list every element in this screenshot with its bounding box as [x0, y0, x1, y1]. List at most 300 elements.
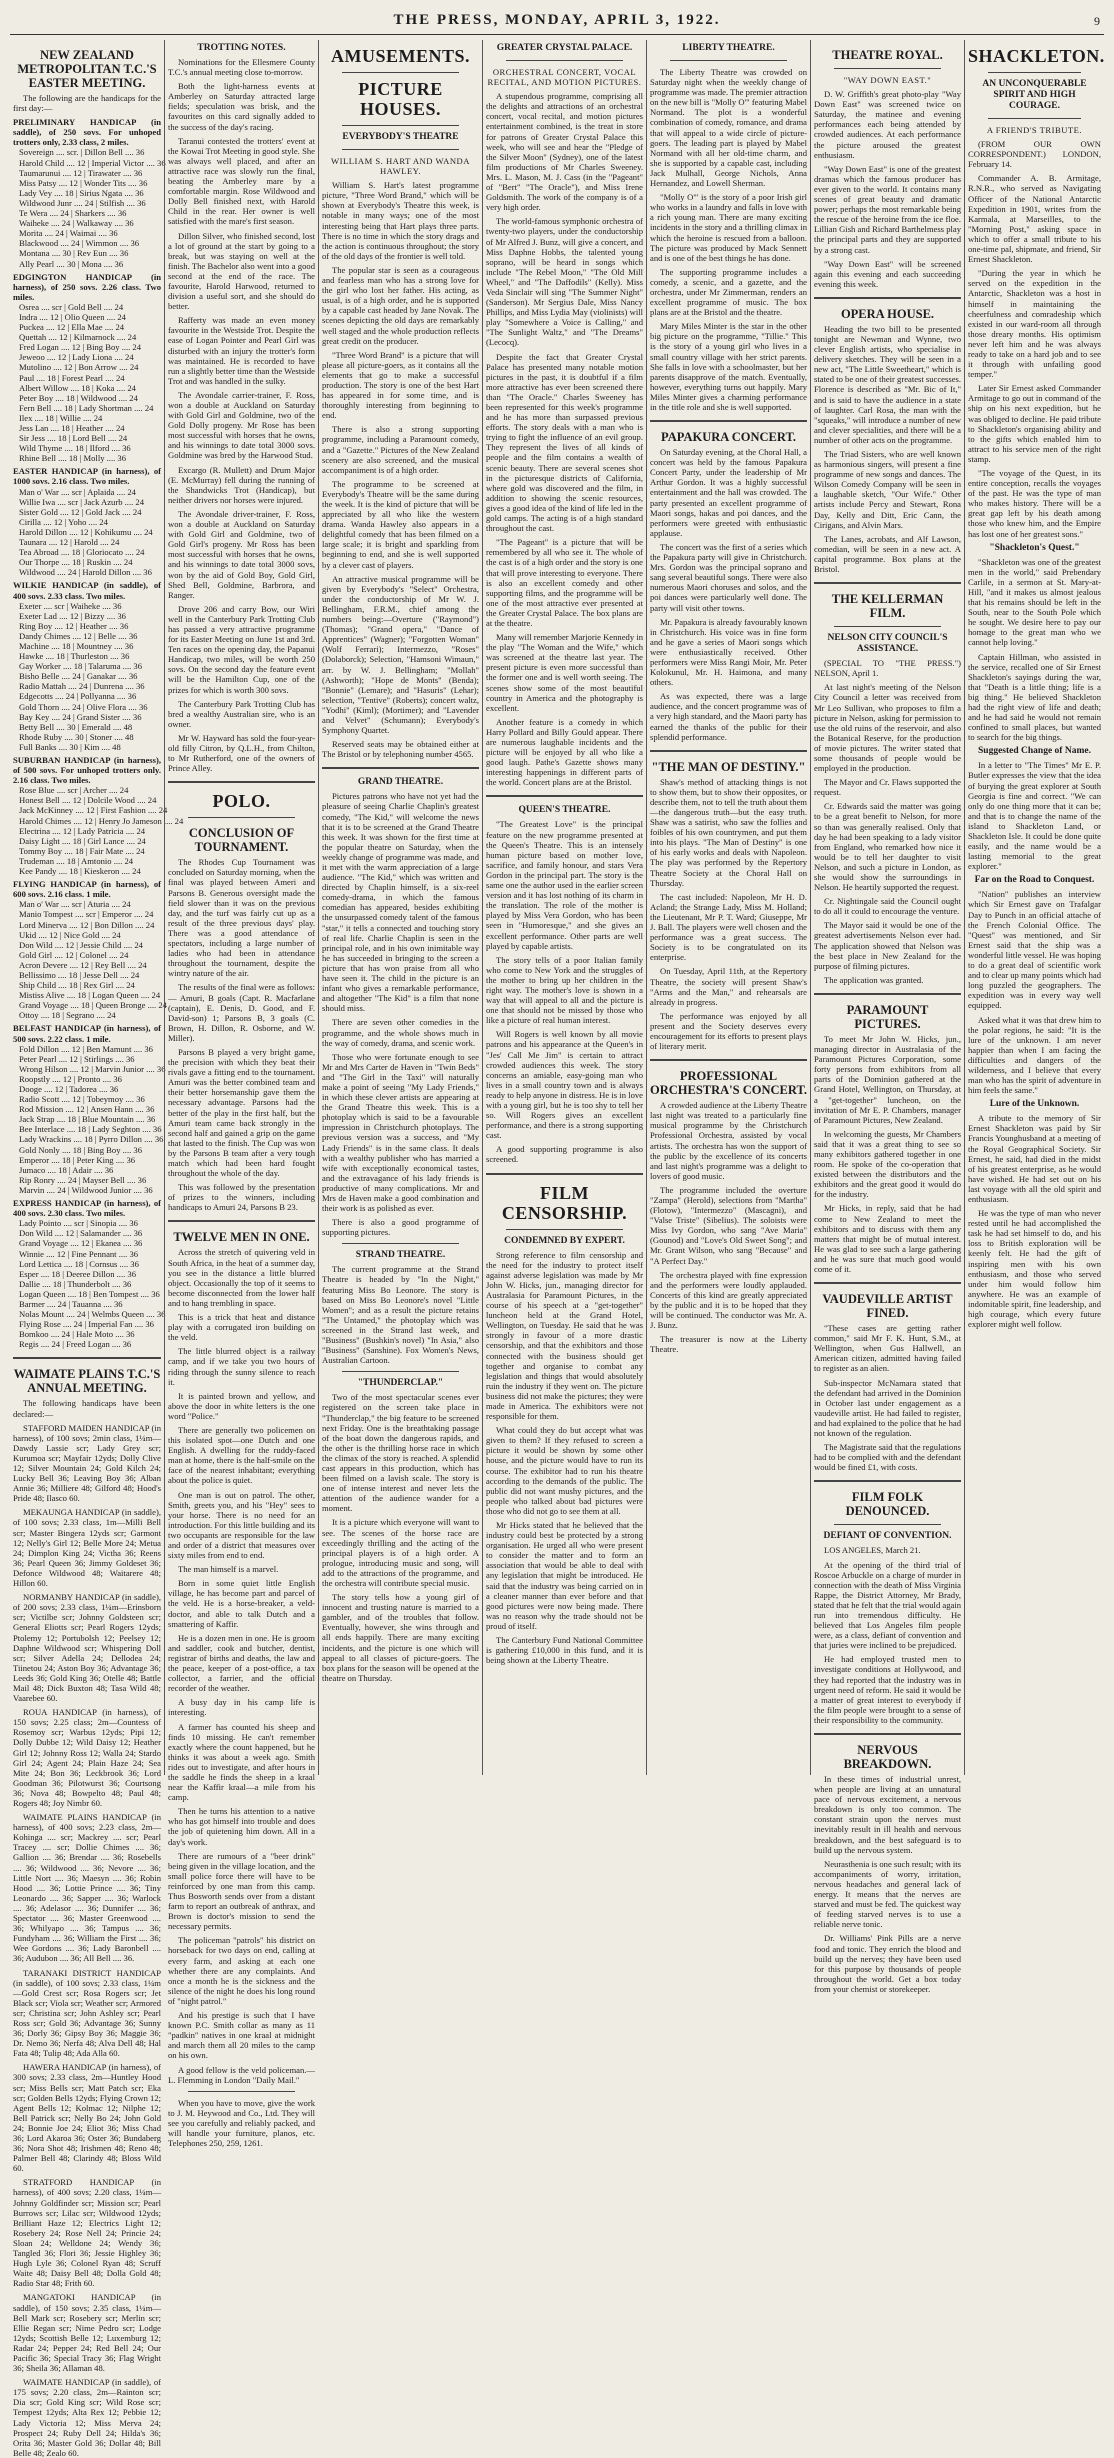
paragraph: There are generally two policemen on this isolated spot—one Dutch and one English. A dwelling for the ruddy-faced man at home, there is the half-smile on the face of the nearest inhabitant; everything about the police is quiet.: [168, 1424, 315, 1486]
list-item: Paul .... 18 | Forest Pearl .... 24: [19, 372, 125, 383]
list-item: Trudeman .... 18 | Amtonio .... 24: [19, 855, 134, 866]
list-item: Jack Strap .... 18 | Blue Mountain .... 36: [19, 1114, 156, 1125]
divider: [506, 1229, 623, 1230]
list-item: Miss Patsy .... 12 | Wonder Tits .... 36: [19, 177, 148, 188]
headline: WILLIAM S. HART AND WANDA HAWLEY.: [331, 156, 470, 177]
list-item: Bee Interlace .... 18 | Lady Seghton .... 36: [19, 1124, 162, 1135]
list-item: Kee Pandy .... 18 | Kieskeron .... 24: [19, 866, 141, 877]
paragraph: (SPECIAL TO "THE PRESS.") NELSON, April 1.: [814, 658, 961, 679]
paragraph: Mr Hicks stated that he believed that the industry could best be protected by a strong organisation. He urged all who were present to consider the matter and to form an association that would be able to deal with any legislation that might be introduced. He said that the industry was being carried on in a cleaner manner than ever before and that good pictures were now being made. There was no reason why the trade should not be proud of itself.: [486, 1520, 643, 1631]
divider: [342, 149, 459, 150]
list-item: Regis .... 24 | Freed Logan .... 36: [19, 1339, 132, 1350]
event-heading: FLYING HANDICAP (in harness), of 600 sovs. 2.16 class. 1 mile.: [13, 879, 161, 900]
paragraph: "Way Down East" will be screened again this evening and each succeeding evening this week.: [814, 258, 961, 289]
headline: A FRIEND'S TRIBUTE.: [986, 125, 1083, 135]
list-item: Harold Child .... 12 | Imperial Victor .... 36: [19, 157, 166, 168]
paragraph: "Shackleton was one of the greatest men in the world," said Prebendary Carlile, in a sermon at St. Mary-at-Hill, "and it makes us almost jealous that his remains should be left in the South, near to the South Pole which he sought. We desire here to pay our homage to the great man who we cannot help loving.": [968, 556, 1101, 648]
list-item: Te Wera .... 24 | Sharkers .... 36: [19, 208, 127, 219]
paragraph: Commander A. B. Armitage, R.N.R., who served as Navigating Officer of the National Antarctic Expedition in 1901, writes from the Karmala, at Marseilles, to the "Morning Post," asking space in which to offer a small tribute to his one-time pal, shipmate, and friend, Sir Ernest Shackleton.: [968, 173, 1101, 265]
paragraph: Will Rogers is well known by all movie patrons and his appearance at the Queen's in "Jes' Call Me Jim" is certain to attract crowded audiences this week. The story concerns an amiable, easy-going man who lives in a small country town and is always ready to help anyone in distress. He is in love with a young girl, but he is too shy to tell her so. Will Rogers gives an excellent performance, and there is a strong supporting cast.: [486, 1029, 643, 1141]
paragraph: As was expected, there was a large audience, and the concert programme was of a very high standard, and the Maori party has earned the thanks of the public for their splendid performance.: [650, 691, 807, 742]
list-item: Quettah .... 12 | Kilmarnock .... 24: [19, 332, 137, 343]
list-item: Exeter .... scr | Waiheke .... 36: [19, 600, 122, 611]
divider: [834, 626, 941, 627]
headline: CONDEMNED BY EXPERT.: [504, 1235, 625, 1246]
paragraph: Captain Hillman, who assisted in the service, recalled one of Sir Ernest Shackleton's sayings during the war, that "Death is a little thing; life is a big thing." He believed Shackleton had the right view of life and death; and he had said he would not remain confined to small places, but wanted to search for the big things.: [968, 651, 1101, 743]
list-item: Roopstly .... 12 | Pronto .... 36: [19, 1073, 122, 1084]
paragraph: The world-famous symphonic orchestra of twenty-two players, under the conductorship of Mr Alfred J. Bunz, will give a concert, and Miss Daphne Hobbs, the talented young soprano, will be heard in songs which include "The Rebel Moon," "The Old Mill Wheel," and "The Daffodils" (Kelly). Miss Veda Sinclair will sing "The Summer Night" (Sanderson). Mr Sergius Dale, Miss Nancy Phillips, and Miss Lydia May (violinists) will play "Somewhere a Voice is Calling," and "The Sunlight Waltz," and "The Dreams" (Lecocq).: [486, 216, 643, 348]
headline: NERVOUS BREAKDOWN.: [843, 1743, 932, 1771]
divider: [168, 1220, 315, 1222]
divider: [486, 795, 643, 797]
list-item: Cirilla .... 12 | Yoho .... 24: [19, 516, 108, 527]
list-item: Sir Jess .... 18 | Lord Bell .... 24: [19, 433, 128, 444]
paragraph: LOS ANGELES, March 21.: [824, 1545, 921, 1556]
paragraph: Those who were fortunate enough to see Mr and Mrs Carter de Haven in "Twin Beds" and "The Girl in the Taxi" will naturally make a point of seeing "My Lady Friends," in which these clever artists are appearing at the Grand Theatre this week. This is a photoplay which is said to be a favourable impression in Christchurch photoplays. The previous version was a success, and "My Lady Friends" is in the same class. It deals with a wealthy publisher who has married a wife with exceptionally economical tastes, and the extravagance of his lady friends is productive of many complications. Mr and Mrs de Haven make a good combination and their work is as polished as ever.: [322, 1051, 479, 1214]
paragraph: Pictures patrons who have not yet had the pleasure of seeing Charlie Chaplin's greatest comedy, "The Kid," will welcome the news that it is to be screened at the Grand Theatre this week. It was shown for the first time at the popular theatre on Saturday, when the weekly change of programme was made, and it met with the warm appreciation of a large audience. "The Kid," which was written and directed by Chaplin himself, is a six-reel comedy-drama, in which the famous comedian has appeared, besides exhibiting the unsurpassed comedy talent of the famous "star," it tells a connected and touching story of real life. Charlie Chaplin is seen in the principal role, and in his own inimitable way he has succeeded in bringing to the screen a picture that has won praise from all who have seen it. The child in the picture is an infant who gives a remarkable performance, and altogether "The Kid" is a film that none should miss.: [322, 791, 479, 1014]
paragraph: The Triad Sisters, who are well known as harmonious singers, will present a fine programme of new songs and dances. The Wilson Comedy Company will be seen in a laughable sketch, "Our Wife." Other artists include Percy and Stewart, Rona Day, Kelly and Ditt, Eric Cann, the Cirigans, and Alvin Mars.: [814, 449, 961, 530]
list-item: Morita .... 24 | Waimai .... 36: [19, 228, 118, 239]
list-item: Montana .... 30 | Rev Eun .... 36: [19, 248, 129, 259]
paragraph: Dr. Williams' Pink Pills are a nerve food and tonic. They enrich the blood and build up the nerves; they have been used for this purpose by thousands of people throughout the world. Get a box today from your chemist or storekeeper.: [814, 1933, 961, 1994]
paragraph: The Avondale driver-trainer, F. Ross, won a double at Auckland on Saturday with Gold Girl and Goldmine, two of Gold Girl's progeny. Mr Ross has been most successful with horses that he owns, and his winnings to date total 3000 sovs, won by the aid of Gold Boy, Gold Girl, Shed Bell, Goldmine, Barbrora, and Ranger.: [168, 508, 315, 600]
paragraph: The supporting programme includes a comedy, a scenic, and a gazette, and the orchestra, under Mr Zimmerman, renders an excellent programme of music. The box plans are at the Bristol and the theatre.: [650, 266, 807, 318]
list-item: Tea Abroad .... 18 | Gloriocato .... 24: [19, 547, 145, 558]
list-item: Radio Scott .... 12 | Tobeymoy .... 36: [19, 1094, 145, 1105]
divider: [188, 2091, 295, 2092]
divider: [814, 1480, 961, 1482]
list-item: Machine .... 18 | Mountney .... 36: [19, 640, 134, 651]
list-item: Harold Chimes .... 12 | Henry Jo Jameson .... 24: [19, 815, 184, 826]
paragraph: "The voyage of the Quest, in its entire conception, recalls the voyages of the past. He was the type of man who makes history. There will be a great gap left by his death among those who knew him, and the Empire has lost one of her greatest sons.": [968, 468, 1101, 539]
list-item: Rose Blue .... scr | Archer .... 24: [19, 785, 129, 796]
divider: [342, 1371, 459, 1372]
paragraph: It is painted brown and yellow, and above the door in white letters is the one word "Police.": [168, 1390, 315, 1421]
list-item: Lady Pointo .... scr | Sinopia .... 36: [19, 1218, 138, 1229]
headline: PAPAKURA CONCERT.: [661, 430, 796, 445]
column-liberty-theatre: [646, 40, 810, 1775]
paragraph: Despite the fact that Greater Crystal Palace has presented many notable motion pictures in the past, it is doubtful if a film more attractive has ever been screened there than "The Oracle." Charles Sweeney has been represented for this week's programme and he has more than surpassed previous efforts. The story deals with a man who is trying to fight the influence of an evil group. They represent the lives of all kinds of people and the film contains a wealth of scenic beauty. There are several scenes shot in the picturesque districts of California, where gold was discovered and the film, in addition to showing the scenic resources, gives a good idea of the kind of life led in the gold camps. The acting is of a high standard throughout the cast.: [486, 351, 643, 534]
divider: [650, 420, 807, 422]
list-item: Sovereign .... scr. | Dillon Bell .... 36: [19, 147, 145, 158]
paragraph: The orchestra played with fine expression and the performers were loudly applauded. Concerts of this kind are greatly appreciated by the public and it is to be hoped that they will be continued. The conductor was Mr. A. J. Bunz.: [650, 1269, 807, 1331]
paragraph: In these times of industrial unrest, when people are living at an unnatural pace of nervous excitement, a nervous breakdown is only too common. The constant strain upon the nerves must inevitably result in ill health and nervous breakdown, and the best safeguard is to build up the nervous system.: [814, 1774, 961, 1855]
entry-list: [13, 601, 161, 752]
list-item: Puckea .... 12 | Ella Mae .... 24: [19, 322, 125, 333]
paragraph: The performance was enjoyed by all present and the Society deserves every encouragement for its efforts to present plays of literary merit.: [650, 1010, 807, 1052]
headline: ORCHESTRAL CONCERT, VOCAL RECITAL, AND MOTION PICTURES.: [487, 67, 642, 88]
paragraph: At the opening of the third trial of Roscoe Arbuckle on a charge of murder in connection with the death of Miss Virginia Rappe, the District Attorney, Mr Brady, stated that he felt that the trial would again run into tremendous difficulty. He believed that Los Angeles film people were, as a class, defiant of convention and that juries were inclined to be prejudiced.: [814, 1559, 962, 1651]
event-block: [13, 755, 161, 785]
paragraph: The application was granted.: [824, 974, 924, 985]
list-item: Peter Boy .... 18 | Wildwood .... 24: [19, 392, 138, 403]
paragraph: Taranui contested the trotters' event at the Kowai Trot Meeting in good style. She was always well placed, and after an attractive race was slowly run the final, beating the Amberley mare by a comfortable margin. Rose Wildwood and Dolly Bell finished next, with Harold Child in the rear. Her owner is well satisfied with the mare's first season.: [168, 135, 315, 227]
event-heading: EDGINGTON HANDICAP (in harness), of 250 sovs. 2.26 class. Two miles.: [13, 271, 161, 302]
list-item: Bisho Belle .... 24 | Ganakar .... 36: [19, 671, 138, 682]
event-heading: EASTER HANDICAP (in harness), of 1000 sovs. 2.16 class. Two miles.: [13, 466, 161, 487]
column-trotting-polo: [164, 40, 318, 2149]
list-item: Osrea .... scr | Gold Bell .... 24: [19, 301, 124, 312]
list-item: Jack McKinney .... 12 | First Fashion .... 24: [19, 805, 168, 816]
list-item: Gay Worker .... 18 | Talaruma .... 36: [19, 661, 143, 672]
event-heading: EXPRESS HANDICAP (in harness), of 400 sovs. 2.30 class. Two miles.: [13, 1198, 161, 1219]
paragraph: On Tuesday, April 11th, at the Repertory Theatre, the society will present Shaw's "Arms and the Man," and rehearsals are already in progress.: [650, 966, 807, 1007]
paragraph: The story tells how a young girl of innocent and trusting nature is married to a gambler, and of the troubles that follow. Eventually, however, she wins through and all ends happily. There are many exciting incidents, and the picture is one which will appeal to all classes of picture-goers. The box plans for the season will be opened at the theatre on Thursday.: [322, 1592, 479, 1683]
paragraph: At last night's meeting of the Nelson City Council a letter was received from Mr Leo Sullivan, who proposes to film a picture in Nelson, asking for permission to use the old ruins of the reservoir, and also the Botanical Reserve, for the production of movie pictures. The writer stated that some thousands of people would be employed in the production.: [814, 682, 961, 774]
divider: [814, 297, 961, 299]
paragraph: The programme included the overture "Zampa" (Herold), selections from "Martha" (Flotow), "Intermezzo" (Mascagni), and "Valse Triste" (Sibelius). The soloists were Miss Ivy Gordon, who sang "Ave Maria" (Gounod) and "Love's Old Sweet Song"; and Mr. Grant Wilson, who sang "Because" and "A Perfect Day.": [650, 1184, 807, 1266]
paragraph: Another feature is a comedy in which Harry Pollard and Billy Gould appear. There are numerous laughable incidents and the picture will be enjoyed by all who like a good laugh. Pathe's Gazette shows many interesting happenings in different parts of the world. Concert plans are at the Bristol.: [486, 716, 643, 788]
headline: CONCLUSION OF TOURNAMENT.: [188, 826, 295, 855]
masthead: [10, 12, 1104, 35]
event-heading: PRELIMINARY HANDICAP (in saddle), of 250 sovs. For unhoped trotters only, 2.33 class, 2 miles.: [13, 117, 161, 148]
entry-list: [13, 487, 161, 578]
list-item: Don Wild .... 12 | Salamander .... 36: [19, 1228, 143, 1239]
paragraph: Sub-inspector McNamara stated that the defendant had arrived in the Dominion in October last under engagement as a vaudeville artist. He had failed to register, and had explained to the police that he had not known of the regulation.: [814, 1377, 961, 1439]
paragraph: The current programme at the Strand Theatre is headed by "In the Night," featuring Miss Bo Leonore. The story is based on Miss Bo Leonore's novel "Little Women"; and as a result the picture retains "The Untamed," the photoplay which was screened in the Strand last week, and "Business" (Bushkin's novel) "In Asia," also "Business" (Sanshine). Fox Women's News, Australian Cartoon.: [322, 1264, 479, 1366]
divider: [188, 817, 295, 818]
list-item: Barmer .... 24 | Tauanna .... 36: [19, 1298, 123, 1309]
column-shackleton: [964, 40, 1104, 1775]
paragraph: There is also a strong supporting programme, including a Paramount comedy, and a "Gazette." Pictures of the New Zealand scenery are also screened, and the musical accompaniment is of a high order.: [322, 424, 479, 475]
headline: FILM FOLK DENOUNCED.: [845, 1490, 930, 1519]
paragraph: Born in some quiet little English village, he has become part and parcel of the veld. He is a horse-breaker, a veld-doctor, and able to talk Dutch and a smattering of Kaffir.: [168, 1578, 315, 1629]
list-item: Rip Ronry .... 24 | Mayser Bell .... 36: [19, 1174, 147, 1185]
paragraph: This was followed by the presentation of prizes to the winners, including handicaps to Amuri 24, Parsons B 23.: [168, 1182, 315, 1213]
column-amusements: [318, 40, 482, 1775]
list-item: Marvin .... 24 | Wildwood Junior .... 36: [19, 1184, 153, 1195]
list-item: Bay Key .... 24 | Grand Sister .... 36: [19, 711, 142, 722]
divider: [670, 60, 787, 61]
event-block: [13, 272, 161, 302]
paragraph: Cr. Nightingale said the Council ought to do all it could to encourage the venture.: [814, 896, 961, 917]
divider: [342, 72, 459, 73]
headline: GRAND THEATRE.: [357, 777, 444, 788]
list-item: Fold Dillon .... 12 | Ben Mamunt .... 36: [19, 1043, 153, 1054]
paragraph: A busy day in his camp life is interesting.: [168, 1697, 315, 1718]
list-item: Sister Gold .... 12 | Gold Jack .... 24: [19, 506, 142, 517]
paragraph: A good fellow is the veld policeman.— L. Flemming in London "Daily Mail.": [168, 2064, 315, 2085]
list-item: Ring Boy .... 12 | Heather .... 36: [19, 620, 129, 631]
list-item: Dandy Chimes .... 12 | Belle .... 36: [19, 630, 138, 641]
divider: [322, 767, 479, 769]
paragraph: Parsons B played a very bright game, the precision with which they beat their rivals gave a fitting end to the tournament. Amuri was the better combined team and their better horsemanship gave them the necessary advantage. Parsons had the better of the play in the first half, but the Amuri team came back strongly in the second half and gained a grip on the game that lasted to the finish. The Cup was won by the Parsons B team after a very tough match which had been hard fought throughout the whole of the day.: [168, 1046, 315, 1179]
paragraph: "These cases are getting rather common," said Mr F. K. Hunt, S.M., at Wellington, when Gus Hallwell, an American citizen, admitted having failed to register as an alien.: [814, 1323, 961, 1374]
entry-list: [13, 302, 161, 464]
list-item: Hawke .... 18 | Thurleston .... 36: [19, 651, 130, 662]
list-item: Rod Mission .... 12 | Ansen Hann .... 36: [19, 1104, 155, 1115]
list-item: Daisy Light .... 18 | Girl Lance .... 24: [19, 835, 146, 846]
list-item: Mistiss Alive .... 18 | Logan Queen .... 24: [19, 990, 161, 1001]
paragraph: The Magistrate said that the regulations had to be complied with and the defendant would be fined £1, with costs.: [814, 1442, 961, 1473]
paragraph: MANGATOKI HANDICAP (in saddle), of 150 sovs; 2.35 class, 1¼m—Bell Mark scr; Rosebery scr; Merlin scr; Ellie Regan scr; Nime Pedro scr; Lodge 12yds; Scottish Belle 12; Luxemburg 12; Radar 24; Pepper 24; Red Bell 24; Our Pacific 36; Special Tracy 36; Flag Wright 36; Sheila 36; Allaman 48.: [13, 2292, 161, 2374]
list-item: Lord Minerva .... 12 | Bon Dillon .... 24: [19, 919, 155, 930]
paragraph: Later Sir Ernest asked Commander Armitage to go out in command of the ship on his next expedition, but he was obliged to decline. He paid tribute to Shackleton's organising ability and to the gifts which enabled him to attract to his service men of the right stamp.: [968, 383, 1101, 464]
paragraph: He had employed trusted men to investigate conditions at Hollywood, and they had reported that the industry was in urgent need of reform. He said it would be a matter of great interest to everybody if the film people were brought to a sense of their responsibility to the community.: [814, 1654, 961, 1725]
headline: TWELVE MEN IN ONE.: [173, 1230, 310, 1245]
paragraph: HAWERA HANDICAP (in harness), of 300 sovs; 2.33 class, 2m—Huntley Hood scr; Miss Bells scr; Matt Patch scr; Eka scr; Golden Bells 12yds; Flying Crown 12; Agent Bells 12; Kolmac 12; Nilphe 12; Bell Patrick scr; Nelly Bo 24; John Gold 24; Bonnie Joe 24; Eliot 36; Miss Chad 36; Lord Akaroa 36; Oster 36; Bundaberg 36; Nora Shot 48; Irishmen 48; Reno 48; Palmer Bell 48; Clarindy 48; Bloss Wild 60.: [13, 2062, 162, 2174]
headline: SHACKLETON.: [968, 46, 1105, 66]
paragraph: The Avondale carrier-trainer, F. Ross, won a double at Auckland on Saturday with Gold Girl and Goldmine, two of the Gold Dolly progeny. Mr Rose has been most successful with horses that he owns, and his winnings to date total 3000 sovs. Goldmine was bred by the Harwood Stud.: [168, 389, 315, 461]
paragraph: Mr W. Hayward has sold the four-year-old filly Citron, by Q.L.H., from Chilton, to Mr Rutherford, one of the owners of Prince Alley.: [168, 732, 315, 774]
paragraph: What could they do but accept what was given to them? If they refused to screen a picture it would be shown by some other house, and the picture would have to run its course. The exhibitor had to run his theatre according to the demands of the public. The public did not want mushy pictures, and the people who talked about bad pictures were those who did not go to see them at all.: [486, 1425, 643, 1516]
paragraph: The Lanes, acrobats, and Alf Lawson, comedian, will be seen in a new act. A capital programme. Box plans at the Bristol.: [814, 533, 961, 575]
paragraph: To meet Mr John W. Hicks, jun., managing director in Australasia of the Paramount Pictures Corporation, some forty persons from exhibitors from all parts of the Dominion gathered at the Grand Hotel, Wellington, on Thursday, at a "get-together" luncheon, on the invitation of Mr E. P. Chambers, manager of Paramount Pictures, New Zealand.: [814, 1033, 961, 1125]
paragraph: WAIMATE PLAINS HANDICAP (in harness), of 400 sovs; 2.23 class, 2m—Kohinga .... scr; Mackrey .... scr; Pearl Tracey .... scr; Dollie Chimes .... 36; Gallion .... 36; Brendar .... 36; Rosebells .... 36; Wildwood .... 36; Nevore .... 36; Little Nort .... 36; Maesyn .... 36; Robin Hood .... 36; Lottie Prince .... 36; Tiny Leonardo .... 36; Sapper .... 36; Warlock .... 36; Adelasor .... 36; Dunnifer .... 36; Spectator .... 36; Master Greenwood .... 36; Whilyapo .... 36; Tampus .... 36; Fundyham .... 36; William the First .... 36; Wee Gordons .... 36; Lady Baronbell .... 36; Audubon .... 36; All Bell .... 36.: [13, 1812, 161, 1964]
list-item: Peter Pearl .... 12 | Stirlings .... 36: [19, 1053, 135, 1064]
list-item: Gold Thorn .... 24 | Olive Flora .... 36: [19, 701, 148, 712]
list-item: Wildwood Junr .... 24 | Stilfish .... 36: [19, 197, 146, 208]
headline: QUEEN'S THEATRE.: [518, 805, 611, 816]
paragraph: Mr Hicks, in reply, said that he had come to New Zealand to meet the exhibitors and to discuss with them any matters that might be of mutual interest. He was glad to see such a large gathering and he was sure that much good would come of it.: [814, 1203, 961, 1274]
headline: Lure of the Unknown.: [989, 1099, 1080, 1110]
list-item: Nolas Mount .... 24 | Welmbs Queen .... 36: [19, 1309, 166, 1320]
paragraph: It is a picture which everyone will want to see. The scenes of the horse race are exceedingly thrilling and the acting of the principal players is of a high order. A prologue, introducing music and song, will add to the attractions of the programme, and the orchestra will contribute special music.: [322, 1517, 479, 1588]
list-item: Ilex .... 18 | Willie .... 24: [19, 412, 103, 423]
paragraph: William S. Hart's latest programme picture, "Three Word Brand," which will be shown at Everybody's Theatre this week, is notable in many ways; one of the most interesting being that Hart plays three parts. There is no time in which the story drags and the action is continuous throughout; the story of the old days of the frontier is well told.: [322, 180, 479, 261]
headline: STRAND THEATRE.: [355, 1250, 446, 1261]
list-item: Gold Girl .... 12 | Colonel .... 24: [19, 949, 129, 960]
headline: EVERYBODY'S THEATRE: [342, 132, 459, 142]
list-item: Rhine Bell .... 18 | Molly .... 36: [19, 453, 126, 464]
list-item: Bomkoo .... 24 | Hale Moto .... 36: [19, 1329, 135, 1340]
paragraph: "Way Down East" is one of the greatest dramas which the famous producer has ever given to the world. It contains many scenes of great beauty and dramatic power; perhaps the most remarkable being the rescue of the heroine from the ice floe. Lillian Gish and Richard Barthelmess play the principal parts and they are supported by a strong cast.: [814, 163, 961, 255]
list-item: Lady Wrackins .... 18 | Pyrro Dillon .... 36: [19, 1134, 164, 1145]
page-number: 9: [1094, 14, 1100, 28]
headline: "WAY DOWN EAST.": [843, 75, 932, 85]
headline: Far on the Road to Conquest.: [974, 875, 1095, 886]
list-item: Full Banks .... 30 | Kim .... 48: [19, 741, 121, 752]
list-item: Mutolino .... 12 | Bon Arrow .... 24: [19, 362, 139, 373]
event-block: [13, 466, 161, 486]
entry-list: [13, 785, 184, 877]
headline: Suggested Change of Name.: [978, 746, 1091, 757]
paragraph: Asked what it was that drew him to the polar regions, he said: "It is the lure of the unknown. I am never happier than when I am facing the difficulties and dangers of the wilderness, and I believe that every man who has the spirit of adventure in him feels the same.": [968, 1014, 1101, 1096]
list-item: Betty Bell .... 30 | Emerald .... 48: [19, 721, 133, 732]
paragraph: This is a trick that heat and distance play with a corrugated iron building on the veld.: [168, 1312, 315, 1343]
paragraph: The programme to be screened at Everybody's Theatre will be the same during the week. It is the kind of picture that will be appreciated by all who like the western drama. Wanda Hawley also appears in a delightful comedy that has been filmed on a large scale; it is bright and sparkling from beginning to end, and she is well supported by a clever cast of players.: [322, 478, 479, 570]
column-theatre-royal: [810, 40, 964, 1994]
event-heading: BELFAST HANDICAP (in harness), of 500 sovs. 2.22 class. 1 mile.: [13, 1023, 161, 1044]
paragraph: "The Greatest Love" is the principal feature on the new programme presented at the Queen's Theatre. This is an intensely human picture based on mother love, sacrifice, and family honour, and stars Vera Gordon in the principal part. The story is the same one the author used in the earlier screen version and it has lost nothing of its charm in the translation. The role of the mother is played by Miss Vera Gordon, who has been seen in "Humoresque," and she gives an excellent performance. Other parts are well played by capable artists.: [486, 819, 643, 951]
headline: NELSON CITY COUNCIL'S ASSISTANCE.: [827, 633, 948, 655]
divider: [650, 750, 807, 752]
paragraph: When you have to move, give the work to J. M. Heywood and Co., Ltd. They will see you carefully and reliably packed, and will handle your furniture, planos, etc. Telephones 250, 259, 1261.: [168, 2097, 315, 2149]
headline: TROTTING NOTES.: [197, 43, 286, 53]
event-block: [13, 117, 161, 147]
event-block: [13, 879, 161, 899]
list-item: Jumaco .... 18 | Adair .... 36: [19, 1164, 114, 1175]
list-item: Taunara .... 12 | Harold .... 24: [19, 537, 120, 548]
headline: GREATER CRYSTAL PALACE.: [496, 43, 633, 53]
paragraph: ROUA HANDICAP (in harness), of 150 sovs; 2.25 class; 2m—Countess of Rosemoy scr; Warbus 12yds; Pipi 12; Dolly Dubbe 12; Wild Daisy 12; Heather Girl 12; Johnny Ross 12; Walla 24; Stardo Girl 24; Agent 24; Plain Haze 24; Sea Mite 24; Bon 36; Leckbrook 36; Lord Goodman 36; Pilotwurst 36; Courtsong 36; Nova 48; Bowpelto 48; Paul 48; Rogers 48; Joy Nimbr 60.: [13, 1707, 161, 1808]
divider: [650, 1059, 807, 1061]
paragraph: A good supporting programme is also screened.: [486, 1144, 643, 1165]
list-item: Dallie .... 18 | Thunderbolt .... 36: [19, 1278, 132, 1289]
headline: DEFIANT OF CONVENTION.: [823, 1531, 952, 1542]
event-block: [13, 1198, 161, 1218]
headline: VAUDEVILLE ARTIST FINED.: [822, 1292, 953, 1321]
divider: [13, 1357, 161, 1359]
headline: WAIMATE PLAINS T.C.'S ANNUAL MEETING.: [13, 1367, 161, 1396]
headline: LIBERTY THEATRE.: [682, 43, 775, 53]
paragraph: There is also a good programme of supporting pictures.: [322, 1217, 479, 1238]
list-item: Ottoy .... 18 | Segrano .... 24: [19, 1010, 116, 1021]
paragraph: Excargo (R. Mullett) and Drum Major (E. McMurray) fell during the running of the Shandwicks Trot (Handicap), but neither drivers nor horses were injured.: [168, 464, 315, 505]
list-item: Ally Pearl .... 30 | Mona .... 36: [19, 258, 124, 269]
headline: AN UNCONQUERABLE SPIRIT AND HIGH COURAGE.: [982, 79, 1087, 111]
headline: AMUSEMENTS.: [330, 46, 470, 66]
masthead-title: THE PRESS, MONDAY, APRIL 3, 1922.: [393, 12, 721, 28]
paragraph: In welcoming the guests, Mr Chambers said that it was a great thing to see so many exhibitors gathered together in one room. He spoke of the co-operation that existed between the distributors and the exhibitors and the great good it would do for the industry.: [814, 1128, 961, 1200]
list-item: Waiheke .... 24 | Walkaway .... 36: [19, 218, 134, 229]
paragraph: "Nation" publishes an interview which Sir Ernest gave on Trafalgar Day to Punch in an official attache of the French Colonial Office. The "Quest" was mentioned, and Sir Ernest said that the ship was a wonderful little vessel. He was hoping to do a great deal of scientific work and to clear up many points which had long puzzled the geographers. The expedition was in every way well equipped.: [968, 889, 1101, 1011]
paragraph: One man is out on patrol. The other, Smith, greets you, and his "Hey" sees to your horse. There is no need for an introduction. For this little building and its two occupants are responsible for the law and order of a district that measures over sixty miles from end to end.: [168, 1489, 315, 1561]
list-item: Radio Mattah .... 24 | Dunrena .... 36: [19, 681, 145, 692]
divider: [834, 68, 941, 69]
paragraph: (FROM OUR OWN CORRESPONDENT.) LONDON, February 14.: [968, 139, 1101, 170]
paragraph: There are seven other comedies in the programme, and the whole shows much in the way of comedy, drama, and scenic work.: [322, 1017, 479, 1048]
list-item: Willie Iwa .... scr | Jack Azurb .... 24: [19, 496, 144, 507]
divider: [814, 582, 961, 584]
paragraph: TARANAKI DISTRICT HANDICAP (in saddle), of 100 sovs; 2.33 class, 1¼m—Gold Crest scr; Rosa Rogers scr; Jet Black scr; Viola scr; Weather scr; Armored scr; Christina scr; John Ashley scr; Pearl Ross scr; Gold 36; Advantage 36; Sunny 36; Dorly 36; Gipsy Boy 36; Maggie 36; Dr. Nemo 36; Nerfa 48; Alva Dell 48; Hal Fata 48; Tulip 48; Ada Alla 60.: [13, 1967, 161, 2059]
paragraph: The results of the final were as follows:— Amuri, B goals (Capt. R. Macfarlane (captain), E. Denis, D. Good, and F. David-son) 1; Parsons B, 3 goals (C. Brown, H. Dillon, R. Osborne, and W. Miller).: [168, 982, 315, 1043]
list-item: Emperor .... 18 | Peter King .... 36: [19, 1154, 136, 1165]
list-item: Jeweoo .... 12 | Lady Liona .... 24: [19, 352, 134, 363]
list-item: Acron Devere .... 12 | Rey Bell .... 24: [19, 959, 147, 970]
paragraph: And his prestige is such that I have known P.C. Smith collar as many as 11 "padkin" natives in one kraal at midnight and march them all 20 miles to the camp on his own.: [168, 2010, 315, 2061]
list-item: Don Wild .... 12 | Jessie Child .... 24: [19, 939, 143, 950]
headline: POLO.: [212, 791, 271, 812]
list-item: Harold Dillon .... 12 | Kohikumu .... 24: [19, 526, 153, 537]
paragraph: The Mayor and Cr. Flaws supported the request.: [814, 777, 961, 798]
paragraph: A tribute to the memory of Sir Ernest Shackleton was paid by Sir Francis Younghusband at a meeting of the Royal Geographical Society. Sir Ernest, he said, had died in the midst of his greatest enterprise, as he would have wished. He had set out on his last voyage with all the old spirit and enthusiasm.: [968, 1113, 1101, 1204]
list-item: Logan Queen .... 18 | Ben Tompest .... 36: [19, 1288, 160, 1299]
list-item: Manio Tompest .... scr | Emperor .... 24: [19, 909, 154, 920]
divider: [342, 125, 459, 126]
list-item: Rhode Ruby .... 30 | Stoner .... 48: [19, 731, 134, 742]
paragraph: A stupendous programme, comprising all the delights and attractions of an orchestral concert, vocal recital, and motion pictures entertainment combined, is the treat in store for patrons of Greater Crystal Palace this week, who will see and hear the "Pledge of the Silver Moon" (Sydney), one of the latest film productions of Mr Charles Sweeney. Mrs. L. Mason, M. J. Cass (in the "Pageant" of "Bert" "The Oracle"), and Miss Irene Goldsmith. The work of the company is of a very high order.: [486, 91, 643, 213]
list-item: Lord Lettica .... 18 | Cornsus .... 36: [19, 1258, 139, 1269]
list-item: Wild Thyme .... 18 | Ilford .... 36: [19, 443, 131, 454]
paragraph: STRATFORD HANDICAP (in harness), of 400 sovs; 2.20 class, 1¼m—Johnny Goldfinder scr; Mission scr; Pearl Burrows scr; Lilac scr; Wildwood 12yds; Brilliant Haze 12; Electrics Light 12; Rosebery 24; Rose Nell 24; Princie 24; Sloan 24; Welldone 24; Wendy 36; Tangled 36; Flori 36; Jessie Highley 36; Hugh Lyle 36; Colonel Ryan 48; Scruff Waite 48; Daisy Bell 48; Dolla Gold 48; Radio Star 48; Frith 60.: [13, 2177, 161, 2289]
list-item: Ship Child .... 18 | Rex Girl .... 24: [19, 980, 135, 991]
event-block: [13, 1023, 161, 1043]
list-item: Indra .... 12 | Olio Queen .... 24: [19, 311, 126, 322]
list-item: Winnie .... 12 | Fine Pennant .... 36: [19, 1248, 139, 1259]
paragraph: The little blurred object is a railway camp, and if we take you two hours of riding through the sunny silence to reach it.: [168, 1346, 315, 1387]
paragraph: "The Pageant" is a picture that will be remembered by all who see it. The whole of the cast is of a high order and the story is one that will prove interesting to everyone. There is also an excellent comedy and other supporting films, and the programme will be one of the most attractive ever presented at the Greater Crystal Palace. The box plans are at the theatre.: [486, 537, 643, 628]
paragraph: The concert was the first of a series which the Papakura party will give in Christchurch. Mrs. Gordon was the principal soprano and sang several beautiful songs. There were also numerous Maori choruses and solos, and the poi dances were particularly well done. The party will visit other towns.: [650, 541, 807, 613]
list-item: Ukid .... 12 | Nice Gold .... 24: [19, 929, 121, 940]
paragraph: He is a dozen men in one. He is groom and saddler, cook and butcher, dentist, registrar of births and deaths, the law and the peace, keeper of a post-office, a tax collector, a farrier, and the official recorder of the weather.: [168, 1632, 315, 1694]
entry-list: [13, 1043, 166, 1195]
paragraph: Then he turns his attention to a native who has got himself into trouble and does the job of quietening him down. All in a day's work.: [168, 1806, 315, 1847]
column-racing: [10, 40, 184, 2458]
entry-list: [13, 147, 166, 269]
paragraph: In a letter to "The Times" Mr E. P. Butler expresses the view that the idea of burying the great explorer at South Georgia is fine and correct. "We can only do one thing more that it can be; and that is to change the name of the island to Shackleton Land, or Shackleton Isle. It could be done quite easily, and the name would be a lasting memorial to the great explorer.": [968, 760, 1101, 872]
list-item: Honest Bell .... 12 | Dolcile Wood .... 24: [19, 795, 157, 806]
headline: THEATRE ROYAL.: [832, 48, 943, 62]
headline: FILM CENSORSHIP.: [501, 1182, 628, 1223]
divider: [814, 1282, 961, 1284]
headline: PICTURE HOUSES.: [358, 79, 443, 119]
divider: [988, 118, 1081, 119]
event-block: [13, 580, 161, 600]
paragraph: The Canterbury Park Trotting Club has bred a wealthy Australian sire, who is an owner.: [168, 698, 315, 729]
divider: [168, 781, 315, 783]
paragraph: A crowded audience at the Liberty Theatre last night was treated to a particularly fine musical programme by the Christchurch Professional Orchestra, assisted by vocal artists. The orchestra has won the support of the public by the excellence of its concerts and last night's programme was a delight to lovers of good music.: [650, 1100, 807, 1181]
headline: "THUNDERCLAP.": [357, 1378, 444, 1389]
list-item: Wildwood .... 24 | Harold Dillon .... 36: [19, 567, 152, 578]
paragraph: Rafferty was made an even money favourite in the Westside Trot. Despite the ease of Logan Pointer and Pearl Girl was disturbed with an injury the trotter's form was maintained. He is recorded to have run a slightly better time than the Westside Trot and was handled in the sulky.: [168, 315, 315, 386]
list-item: Tommy Boy .... 18 | Fair Mate .... 24: [19, 845, 145, 856]
list-item: Grand Voyage .... 12 | Ekanea .... 36: [19, 1238, 143, 1249]
list-item: Gold Nonly .... 18 | Bing Boy .... 36: [19, 1144, 142, 1155]
paragraph: Shaw's method of attacking things is not to show them, but to show their opposites, or describe them, not to tell the truth about them—the dangerous truth—but the easy truth. Shaw was a satirist, who saw the follies and foibles of his own countrymen, and put them into his plays. "The Man of Destiny" is one of his early works and deals with Napoleon. The play was performed by the Repertory Theatre Society at the Choral Hall on Thursday.: [650, 776, 807, 888]
paragraph: The Canterbury Fund National Committee is gathering £10,000 in this fund, and it is being shown at the Liberty Theatre.: [486, 1635, 643, 1666]
paragraph: There are rumours of a "beer drink" being given in the village location, and the small police force there will have to be reinforced by one man from this camp. Thus Bosworth sends over from a distant farm to report an outbreak of anthrax, and Brown is doctor's mission to send the necessary permits.: [168, 1850, 315, 1932]
paragraph: Drove 206 and carry Bow, our Wiri well in the Canterbury Park Trotting Club has passed a very attractive programme for its Easter Meeting on June 1st and 3rd. Ten races on the opening day, the Papanui Handicap, two miles, will be worth 250 sovs. On the second day the feature event will be the Hamilton Cup, one of the prizes for which is worth 300 sovs.: [168, 603, 315, 695]
list-item: Lady Vey .... 18 | Sirius Ngata .... 36: [19, 187, 144, 198]
paragraph: Mr. Papakura is already favourably known in Christchurch. His voice was in fine form and he gave a series of Maori songs which were enthusiastically received. Other performers were Miss Rangi Moir, Mr. Peter Kolokunul, Mr. H. Haimona, and many others.: [650, 616, 807, 688]
paragraph: Nominations for the Ellesmere County T.C.'s annual meeting close to-morrow.: [168, 57, 315, 78]
divider: [834, 1524, 941, 1525]
list-item: Taumarunui .... 12 | Tirawater .... 36: [19, 167, 143, 178]
list-item: Our Thorpe .... 18 | Ruskin .... 24: [19, 557, 133, 568]
list-item: Exeter Lad .... 12 | Bizzy .... 36: [19, 610, 126, 621]
paragraph: STAFFORD MAIDEN HANDICAP (in harness), of 100 sovs; 2min class, 1¼m—Dawdy Lassie scr; Lady Grey scr; Kurumoa scr; Mayfair 12yds; Dolly Clive 12; Silver Mountain 24; Gold Kilch 24; Lucky Bell 36; Leaving Boy 36; Alban Annie 36; Milliere 48; Gilford 48; Hood's Pride 48; Ilasco 60.: [13, 1422, 161, 1504]
paragraph: "Molly O'" is the story of a poor Irish girl who works in a laundry and falls in love with a rich young man. There are many exciting incidents in the story and a thrilling climax in which the heroine is rescued from a balloon. The picture was produced by Mack Sennett and is one of the best things he has done.: [650, 192, 807, 263]
paragraph: The popular star is seen as a courageous and fearless man who has a strong love for the girl who lost her father. His acting, as usual, is of a high order, and he is supported by a capable cast headed by Jane Novak. The scenes depicting the old days are remarkably well staged and the whole production reflects great credit on the producer.: [322, 264, 479, 346]
event-heading: WILKIE HANDICAP (in saddle), of 400 sovs. 2.33 class. Two miles.: [13, 580, 161, 601]
list-item: Grand Voyage .... 18 | Queen Bronge .... 24: [19, 1000, 167, 1011]
paragraph: A farmer has counted his sheep and finds 10 missing. He can't remember exactly where the count happened, but he thinks it was about a week ago. Smith rides out to investigate, and after hours in the saddle he finds the sheep in a kraal near the Kaffir kraal—a mile from his camp.: [168, 1721, 315, 1803]
list-item: Edgecotts .... 24 | Pollyanna .... 36: [19, 691, 137, 702]
list-item: Bellissimo .... 18 | Jesse Dell .... 24: [19, 969, 140, 980]
paragraph: The Mayor said it would be one of the greatest advertisements Nelson ever had. The application showed that Nelson was the best place in New Zealand for the purpose of filming pictures.: [814, 920, 961, 971]
paragraph: "During the year in which he served on the expedition in the Antarctic, Shackleton was a host in himself in maintaining the cheerfulness and comradeship which existed in our ward-room all through those dreary months. His optimism never left him and he was always ready to take on a hard job and to see it through with unfailing good temper.": [968, 268, 1101, 380]
headline: OPERA HOUSE.: [840, 306, 935, 321]
list-item: Esper .... 18 | Deeree Dillon .... 36: [19, 1268, 136, 1279]
paragraph: The following are the handicaps for the first day:—: [13, 93, 161, 114]
paragraph: The treasurer is now at the Liberty Theatre.: [650, 1334, 807, 1355]
paragraph: Neurasthenia is one such result; with its accompaniments of worry, irritation, nervous headaches and general lack of energy. It means that the nerves are starved and must be fed. The quickest way of feeding starved nerves is to use a reliable nerve tonic.: [814, 1858, 961, 1930]
list-item: Man o' War .... scr | Aturia .... 24: [19, 899, 131, 910]
list-item: Man o' War .... scr | Aplaida .... 24: [19, 486, 136, 497]
paragraph: The following handicaps have been declared:—: [13, 1398, 161, 1419]
paragraph: MEKAUNGA HANDICAP (in saddle), of 100 sovs; 2.33 class, 1m—Milli Bell scr; Master Bingera 12yds scr; Garmont 12; Nelly's Girl 12; Belle More 24; Metua 24; Dimplon King 24; Victha 36; Reens 36; Pearl Queen 36; Jimmy Goldeset 36; Defonce Wildwood 48; Waitarere 48; Hillon 60.: [13, 1507, 161, 1589]
divider: [486, 1173, 643, 1175]
list-item: Jess Lan .... 18 | Heather .... 24: [19, 423, 125, 433]
list-item: Blackwood .... 24 | Wimmon .... 36: [19, 238, 140, 249]
list-item: Flying Rose .... 24 | Imperial Fan .... 36: [19, 1319, 154, 1330]
headline: THE KELLERMAN FILM.: [831, 592, 944, 621]
headline: "THE MAN OF DESTINY.": [651, 759, 806, 774]
list-item: Albert Willow .... 18 | Koka .... 24: [19, 382, 136, 393]
list-item: Dooge .... 12 | Tadorea .... 36: [19, 1084, 119, 1094]
entry-list: [13, 1218, 166, 1350]
paragraph: Strong reference to film censorship and the need for the industry to protect itself against adverse legislation was made by Mr John W. Hicks, jun., managing director for Australasia for Paramount Pictures, in the course of his speech at a "get-together" luncheon held at the Grand Hotel, Wellington, on Tuesday. He said that he was strongly in favour of a more drastic censorship, and that the exhibitors and those connected with the business should get together and organise to combat any legislation and things that would absolutely ruin the industry if they went on. The picture business did not make the pictures; they were made in America. The exhibitors were not responsible for them.: [486, 1249, 643, 1422]
paragraph: The man himself is a marvel.: [178, 1564, 279, 1575]
divider: [506, 60, 623, 61]
divider: [814, 993, 961, 995]
divider: [988, 72, 1081, 73]
paragraph: Across the stretch of quivering veld in South Africa, in the heat of a summer day, you see in the distance a little blurred object. Occasionally the top of it seems to become disconnected from the lower half and to hang trembling in space.: [168, 1247, 315, 1308]
paragraph: WAIMATE HANDICAP (in saddle), of 175 sovs; 2.20 class, 2m—Rainton scr; Dia scr; Gold King scr; Wild Rose scr; Tempest 12yds; Alta Rex 12; Pebbie 12; Lady Victoria 12; Miss Merva 24; Prospect 24; Ruby Dell 24; Hilda's 36; Orita 36; Master Gold 36; Dollar 48; Bill Belle 48; Zealo 60.: [13, 2377, 161, 2458]
divider: [342, 1243, 459, 1244]
paragraph: The Rhodes Cup Tournament was concluded on Saturday morning, when the final was played between Ameri and Parsons B. Generous oversight made the field slower than it was on the previous day, and the turf was fairly cut up as a result of the three previous days' play. There was a good attendance of spectators, including a large number of ladies who had been in attendance throughout the tournament, despite the wintry nature of the air.: [168, 857, 315, 979]
